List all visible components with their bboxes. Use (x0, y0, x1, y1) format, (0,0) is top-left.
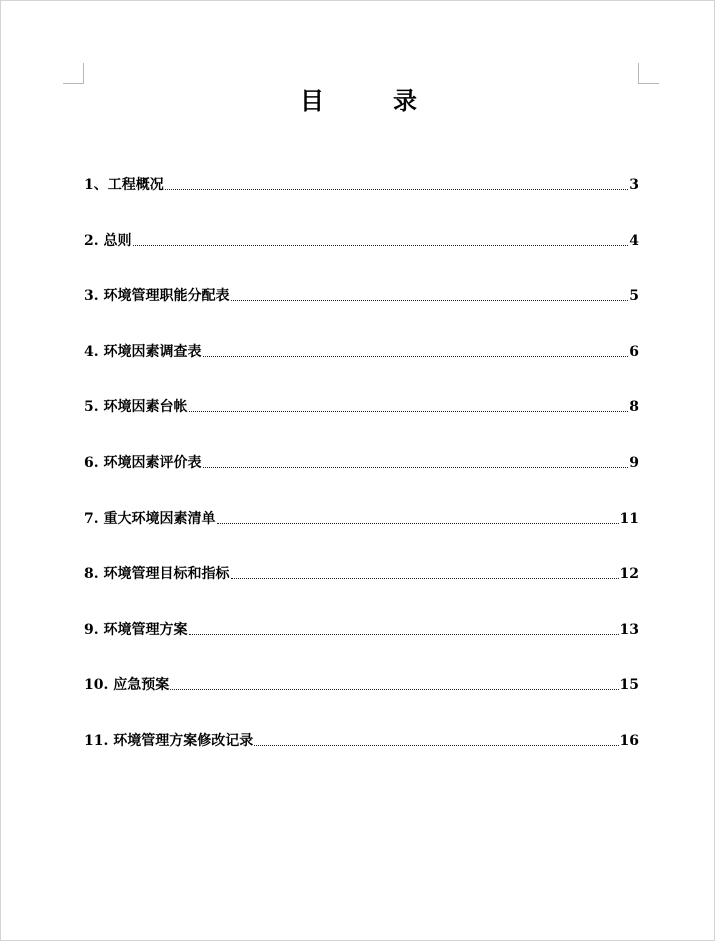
toc-dot-leader (231, 578, 619, 579)
toc-entry-page-number: 11 (619, 510, 639, 527)
toc-dot-leader (203, 467, 629, 468)
toc-entry-page-number: 8 (629, 399, 639, 416)
toc-dot-leader (203, 356, 629, 357)
toc-entry-label: 5. 环境因素台帐 (84, 399, 188, 416)
toc-dot-leader (189, 411, 629, 412)
toc-dot-leader (231, 300, 629, 301)
toc-dot-leader (254, 745, 618, 746)
toc-entry (84, 676, 639, 732)
toc-dot-leader (189, 634, 619, 635)
toc-entry-page-number: 9 (629, 454, 639, 471)
toc-entry-page-number: 16 (619, 732, 639, 749)
toc-entry-page-number: 4 (629, 232, 639, 249)
margin-corner-mark-top-left (63, 63, 84, 84)
toc-entry (84, 176, 639, 232)
toc-entry (84, 565, 639, 621)
toc-entry-label: 7. 重大环境因素清单 (84, 510, 216, 527)
toc-entry-page-number: 15 (619, 677, 639, 694)
toc-dot-leader (165, 189, 629, 190)
toc-entry-page-number: 3 (629, 177, 639, 193)
margin-corner-mark-top-right (638, 63, 659, 84)
toc-dot-leader (133, 245, 629, 246)
toc-entry-label: 8. 环境管理目标和指标 (84, 566, 230, 583)
toc-entry (84, 510, 639, 566)
toc-entry (84, 732, 639, 788)
toc-entry-label: 6. 环境因素评价表 (84, 454, 202, 471)
toc-entry-page-number: 13 (619, 621, 639, 638)
toc-entry-label: 10. 应急预案 (84, 677, 170, 694)
toc-entry (84, 621, 639, 677)
toc-entry-page-number: 12 (619, 566, 639, 583)
toc-entry (84, 454, 639, 510)
toc-entry (84, 343, 639, 399)
toc-dot-leader (170, 689, 618, 690)
toc-entry (84, 398, 639, 454)
toc-entry-label: 4. 环境因素调查表 (84, 343, 202, 360)
table-of-contents (84, 176, 639, 788)
toc-title: 目录 (300, 86, 486, 115)
toc-entry-label: 1、工程概况 (84, 177, 164, 193)
toc-entry-label: 2. 总则 (84, 232, 132, 249)
toc-entry-label: 3. 环境管理职能分配表 (84, 288, 230, 305)
toc-entry-label: 11. 环境管理方案修改记录 (84, 732, 254, 749)
toc-entry-page-number: 6 (629, 343, 639, 360)
toc-entry (84, 287, 639, 343)
toc-dot-leader (217, 523, 619, 524)
toc-entry (84, 232, 639, 288)
toc-entry-page-number: 5 (629, 288, 639, 305)
toc-entry-label: 9. 环境管理方案 (84, 621, 188, 638)
